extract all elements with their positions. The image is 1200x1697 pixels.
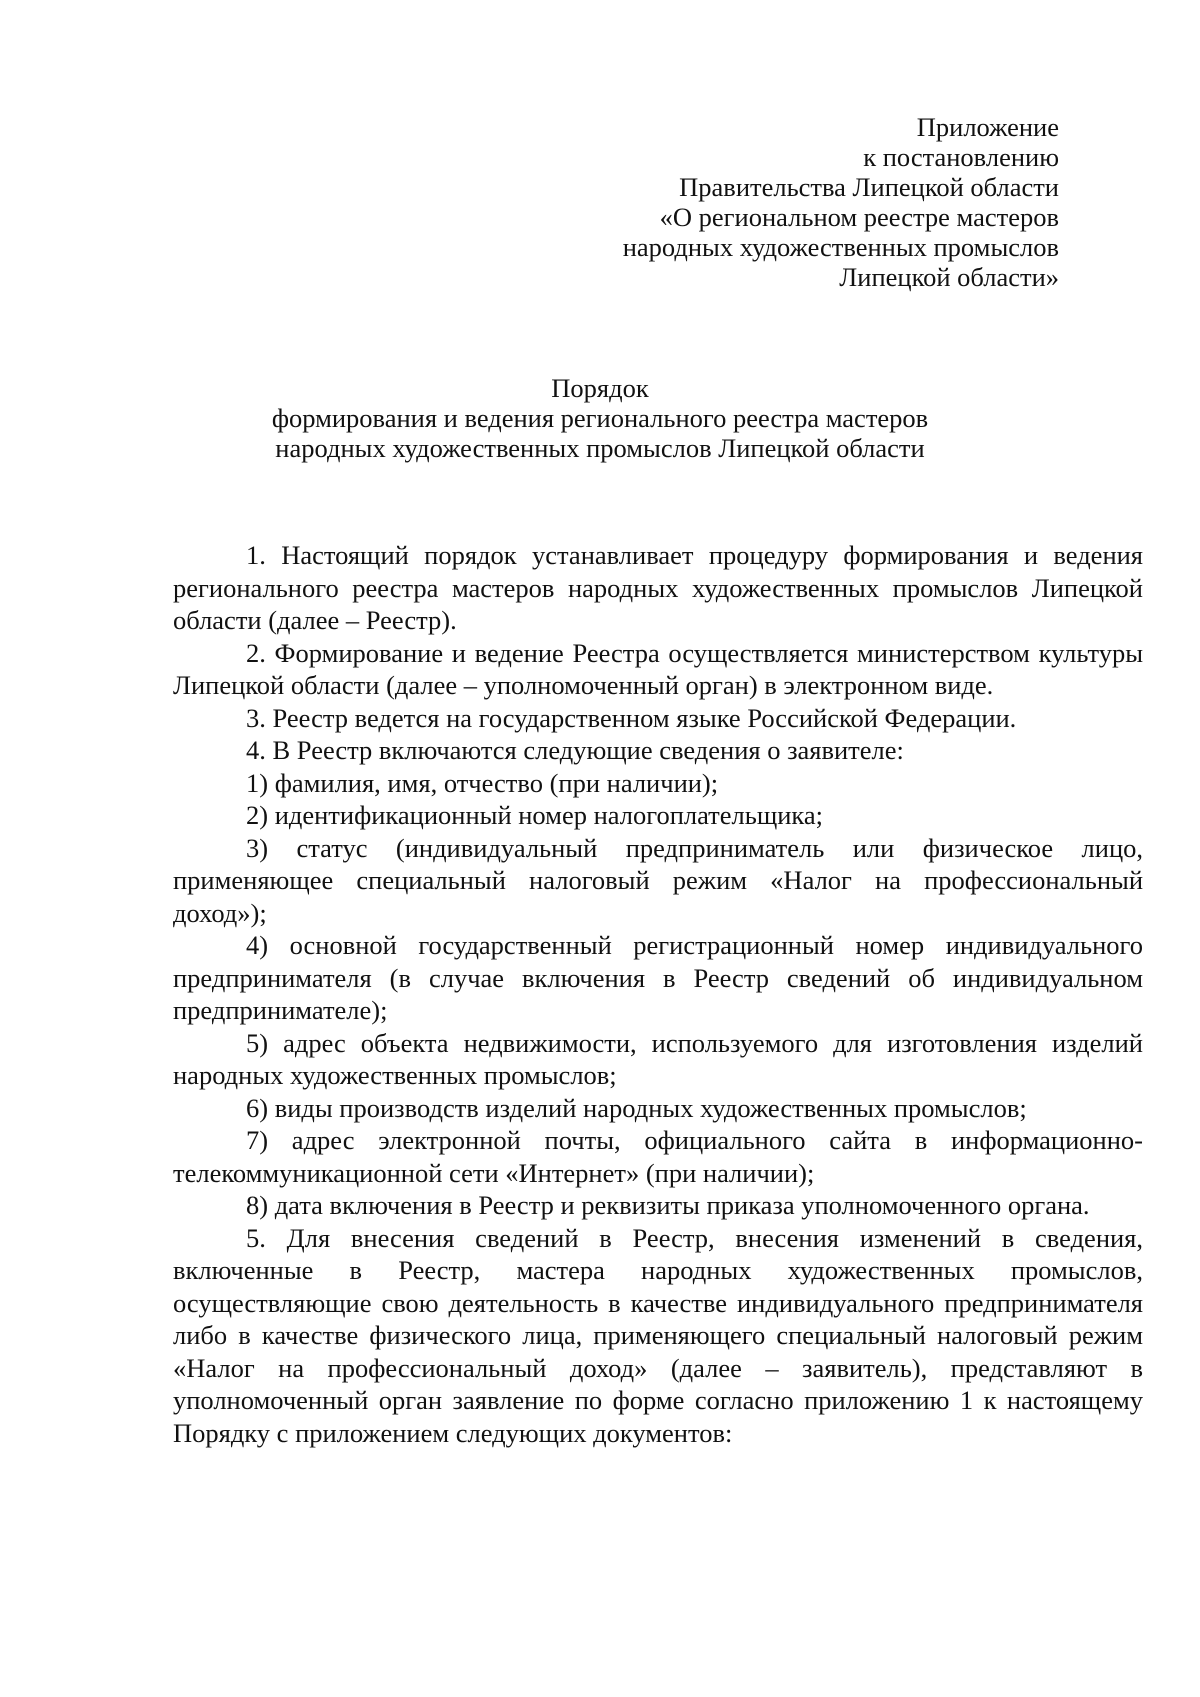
appendix-line: Приложение: [916, 112, 1059, 142]
title-subtitle-line: народных художественных промыслов Липецкой области: [275, 433, 925, 463]
list-item-6: 6) виды производств изделий народных художественных промыслов;: [246, 1092, 1027, 1123]
appendix-line: Правительства Липецкой области: [679, 172, 1059, 202]
list-item-4: 4) основной государственный регистрационный номер индивидуального предпринимателя (в случае включения в Реестр сведений об индивидуальном предпринимателе);: [173, 930, 1143, 1025]
paragraph-1: 1. Настоящий порядок устанавливает процедуру формирования и ведения регионального реестра мастеров народных художественных промыслов Липецкой области (далее – Реестр).: [173, 540, 1143, 635]
list-item-3: 3) статус (индивидуальный предприниматель или физическое лицо, применяющее специальный налоговый режим «Налог на профессиональный доход»);: [173, 832, 1143, 928]
list-item-5: 5) адрес объекта недвижимости, используемого для изготовления изделий народных художественных промыслов;: [173, 1027, 1143, 1090]
title-heading: Порядок: [551, 373, 649, 403]
title-subtitle-line: формирования и ведения регионального реестра мастеров: [271, 403, 929, 433]
paragraph-2: 2. Формирование и ведение Реестра осуществляется министерством культуры Липецкой области (далее – уполномоченный орган) в электронном виде.: [173, 637, 1143, 700]
list-item-2: 2) идентификационный номер налогоплательщика;: [246, 800, 824, 830]
document-body: [173, 539, 1143, 1449]
paragraph-5: 5. Для внесения сведений в Реестр, внесения изменений в сведения, включенные в Реестр, мастера народных художественных промыслов, осуществляющие свою деятельность в качестве индивидуального предпринимателя либо в качестве физического лица, применяющего специальный налоговый режим «Налог на профессиональный доход» (далее – заявитель), представляют в уполномоченный орган заявление по форме согласно приложению 1 к настоящему Порядку с приложением следующих документов:: [173, 1222, 1143, 1448]
appendix-line: народных художественных промыслов: [622, 232, 1059, 262]
list-item-1: 1) фамилия, имя, отчество (при наличии);: [246, 767, 719, 798]
appendix-line: Липецкой области»: [839, 262, 1059, 292]
paragraph-3: 3. Реестр ведется на государственном языке Российской Федерации.: [246, 702, 1017, 733]
paragraph-4: 4. В Реестр включаются следующие сведения о заявителе:: [246, 735, 904, 765]
appendix-reference: [623, 112, 1059, 292]
appendix-line: к постановлению: [863, 142, 1059, 172]
list-item-7: 7) адрес электронной почты, официального сайта в информационно-телекоммуникационной сети «Интернет» (при наличии);: [173, 1125, 1143, 1188]
appendix-line: «О региональном реестре мастеров: [659, 202, 1059, 232]
document-title: [0, 373, 1200, 463]
list-item-8: 8) дата включения в Реестр и реквизиты приказа уполномоченного органа.: [246, 1190, 1090, 1220]
